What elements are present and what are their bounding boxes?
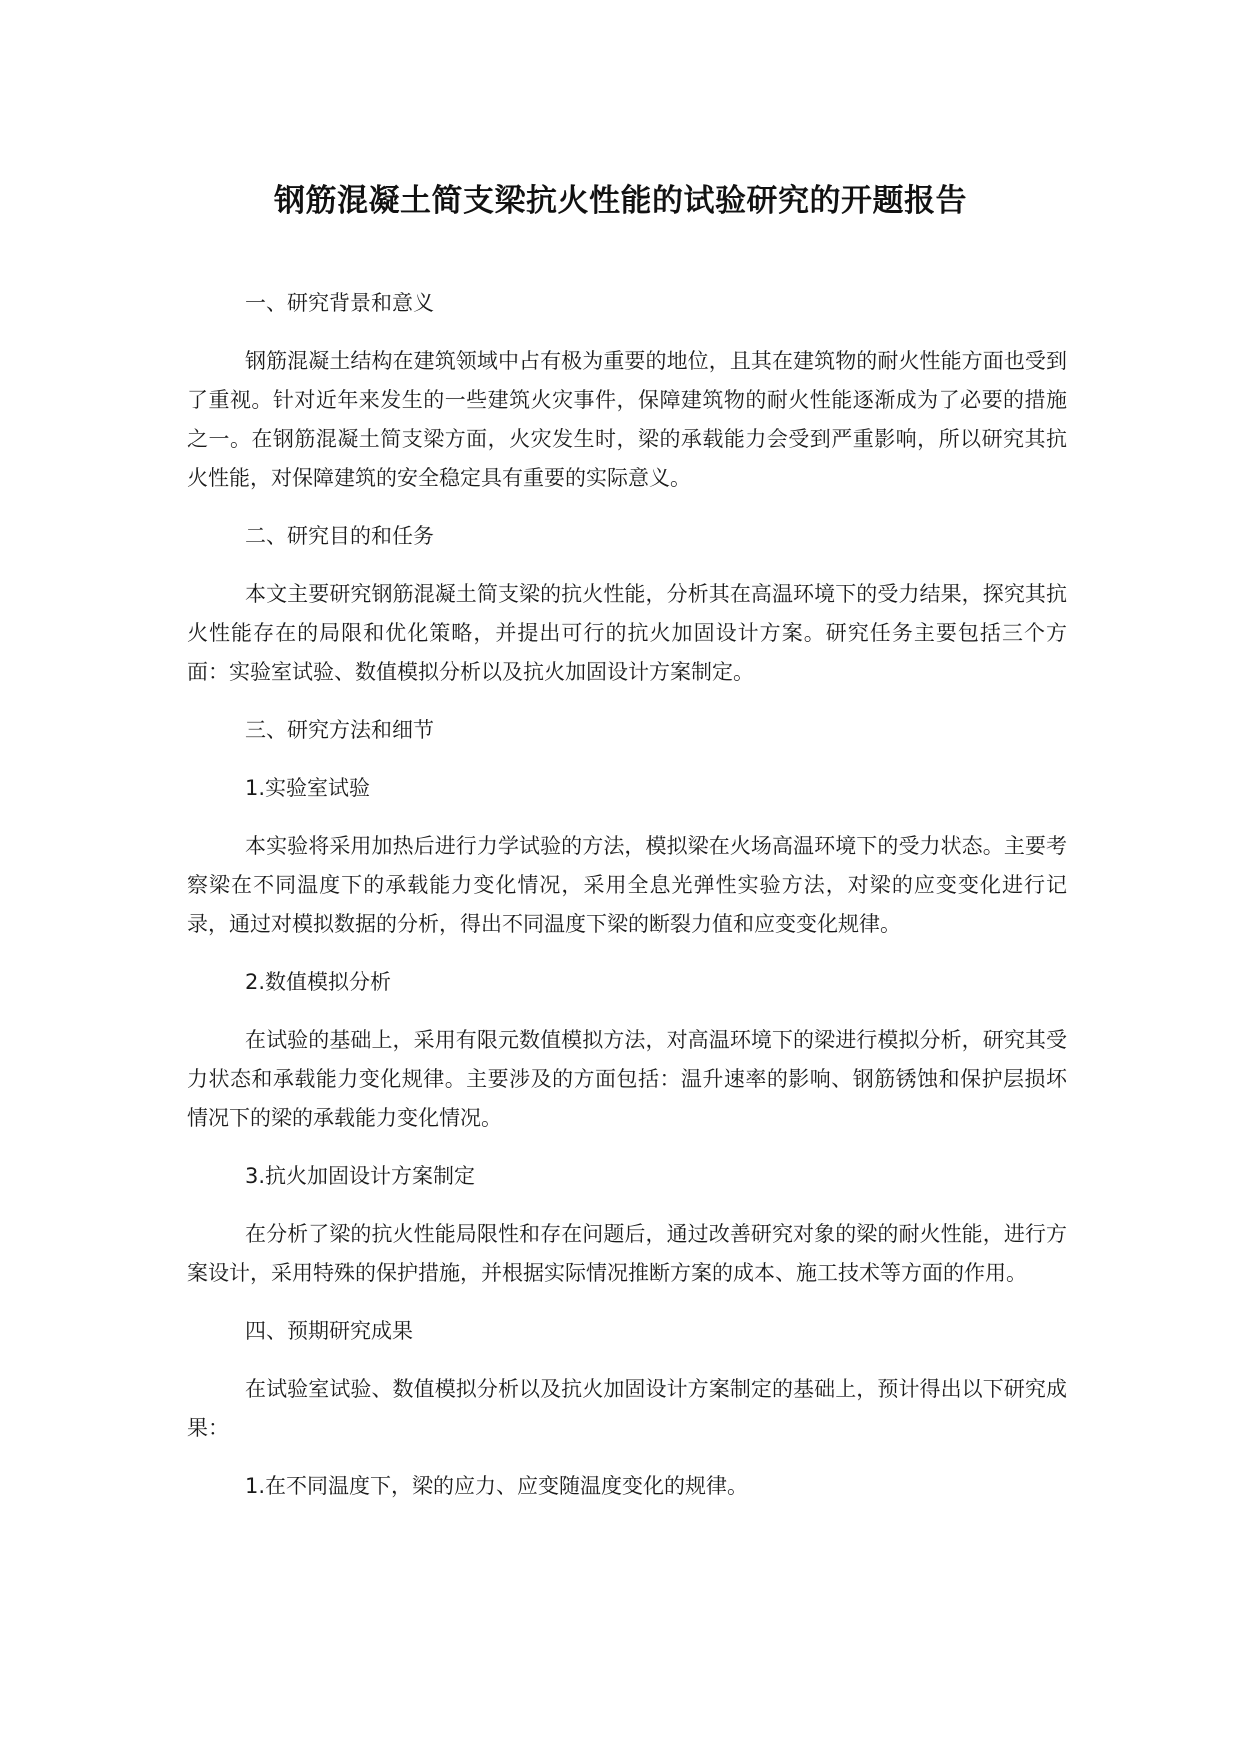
paragraph: 在分析了梁的抗火性能局限性和存在问题后，通过改善研究对象的梁的耐火性能，进行方案设计，采用特殊的保护措施，并根据实际情况推断方案的成本、施工技术等方面的作用。 xyxy=(187,1222,1067,1285)
paragraph: 在试验室试验、数值模拟分析以及抗火加固设计方案制定的基础上，预计得出以下研究成果： xyxy=(187,1377,1067,1440)
section-heading: 二、研究目的和任务 xyxy=(245,524,434,548)
paragraph: 本实验将采用加热后进行力学试验的方法，模拟梁在火场高温环境下的受力状态。主要考察梁在不同温度下的承载能力变化情况，采用全息光弹性实验方法，对梁的应变变化进行记录，通过对模拟数据的分析，得出不同温度下梁的断裂力值和应变变化规律。 xyxy=(187,834,1067,936)
section-heading: 一、研究背景和意义 xyxy=(245,291,434,315)
document-body xyxy=(187,284,1067,1525)
paragraph: 本文主要研究钢筋混凝土简支梁的抗火性能，分析其在高温环境下的受力结果，探究其抗火性能存在的局限和优化策略，并提出可行的抗火加固设计方案。研究任务主要包括三个方面：实验室试验、数值模拟分析以及抗火加固设计方案制定。 xyxy=(187,582,1067,684)
paragraph: 在试验的基础上，采用有限元数值模拟方法，对高温环境下的梁进行模拟分析，研究其受力状态和承载能力变化规律。主要涉及的方面包括：温升速率的影响、钢筋锈蚀和保护层损坏情况下的梁的承载能力变化情况。 xyxy=(187,1028,1067,1130)
document-title: 钢筋混凝土简支梁抗火性能的试验研究的开题报告 xyxy=(274,183,967,219)
section-heading: 四、预期研究成果 xyxy=(245,1319,413,1343)
list-item: 1.在不同温度下，梁的应力、应变随温度变化的规律。 xyxy=(245,1474,749,1498)
section-heading: 三、研究方法和细节 xyxy=(245,718,434,742)
subsection-heading: 1.实验室试验 xyxy=(245,776,371,800)
subsection-heading: 3.抗火加固设计方案制定 xyxy=(245,1164,476,1188)
subsection-heading: 2.数值模拟分析 xyxy=(245,970,392,994)
paragraph: 钢筋混凝土结构在建筑领域中占有极为重要的地位，且其在建筑物的耐火性能方面也受到了重视。针对近年来发生的一些建筑火灾事件，保障建筑物的耐火性能逐渐成为了必要的措施之一。在钢筋混凝土简支梁方面，火灾发生时，梁的承载能力会受到严重影响，所以研究其抗火性能，对保障建筑的安全稳定具有重要的实际意义。 xyxy=(187,349,1067,490)
